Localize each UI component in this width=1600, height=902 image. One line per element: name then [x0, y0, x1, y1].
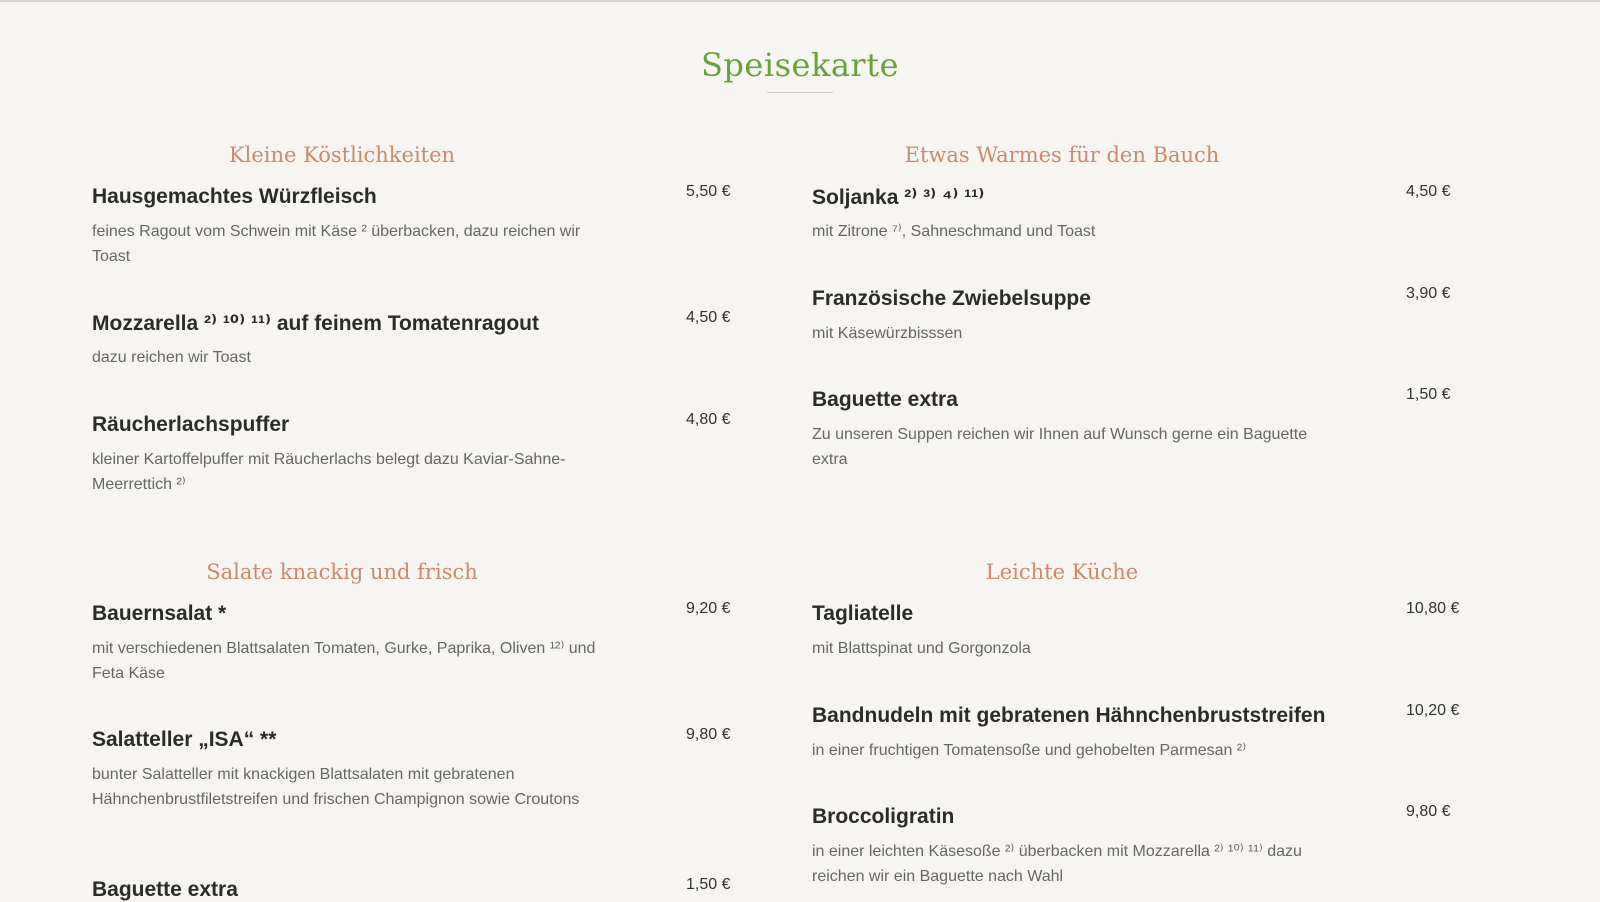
item-description: bunter Salatteller mit knackigen Blattsalaten mit gebratenen Hähnchenbrustfiletstreifen und frischen Champignon sowie Croutons — [92, 766, 580, 808]
item-description: mit verschiedenen Blattsalaten Tomaten, Gurke, Paprika, Oliven ¹²⁾ und Feta Käse — [92, 640, 596, 682]
section-title: Leichte Küche — [985, 560, 1139, 584]
item-price: 9,20 € — [686, 600, 731, 617]
item-description: in einer leichten Käsesoße ²⁾ überbacken mit Mozzarella ²⁾ ¹⁰⁾ ¹¹⁾ dazu reichen wir ein Baguette nach Wahl — [812, 843, 1302, 885]
item-name: Broccoligratin — [812, 805, 955, 828]
item-description: kleiner Kartoffelpuffer mit Räucherlachs belegt dazu Kaviar-Sahne-Meerrettich ²⁾ — [92, 451, 566, 493]
item-description: feines Ragout vom Schwein mit Käse ² überbacken, dazu reichen wir Toast — [92, 223, 581, 265]
item-name: Mozzarella ²⁾ ¹⁰⁾ ¹¹⁾ auf feinem Tomatenragout — [92, 312, 539, 335]
item-price: 9,80 € — [686, 726, 731, 743]
section-title: Kleine Köstlichkeiten — [228, 143, 456, 167]
item-price: 10,80 € — [1406, 600, 1460, 617]
item-name: Französische Zwiebelsuppe — [812, 287, 1091, 310]
item-name: Baguette extra — [92, 878, 238, 901]
item-name: Baguette extra — [812, 388, 958, 411]
item-name: Bauernsalat * — [92, 602, 227, 625]
page-title: Speisekarte — [701, 46, 899, 84]
item-name: Räucherlachspuffer — [92, 413, 290, 436]
item-price: 9,80 € — [1406, 803, 1451, 820]
item-name: Soljanka ²⁾ ³⁾ ⁴⁾ ¹¹⁾ — [812, 186, 985, 209]
item-name: Hausgemachtes Würzfleisch — [92, 185, 377, 208]
item-price: 4,80 € — [686, 411, 731, 428]
item-price: 1,50 € — [1406, 386, 1451, 403]
section-title: Etwas Warmes für den Bauch — [904, 143, 1220, 167]
item-name: Salatteller „ISA“ ** — [92, 728, 277, 751]
item-price: 10,20 € — [1406, 702, 1460, 719]
item-description: mit Käsewürzbisssen — [812, 325, 963, 342]
item-name: Tagliatelle — [812, 602, 914, 625]
item-price: 3,90 € — [1406, 285, 1451, 302]
item-description: Zu unseren Suppen reichen wir Ihnen auf Wunsch gerne ein Baguette extra — [812, 426, 1308, 468]
top-divider — [0, 0, 1600, 2]
item-price: 5,50 € — [686, 183, 731, 200]
item-price: 4,50 € — [1406, 183, 1451, 200]
item-description: in einer fruchtigen Tomatensoße und gehobelten Parmesan ²⁾ — [812, 742, 1247, 759]
item-price: 1,50 € — [686, 876, 731, 893]
item-description: dazu reichen wir Toast — [92, 349, 251, 366]
section-title: Salate knackig und frisch — [206, 560, 478, 584]
title-underline — [767, 92, 833, 93]
item-price: 4,50 € — [686, 309, 731, 326]
item-name: Bandnudeln mit gebratenen Hähnchenbruststreifen — [812, 704, 1326, 727]
item-description: mit Blattspinat und Gorgonzola — [812, 640, 1031, 657]
item-description: mit Zitrone ⁷⁾, Sahneschmand und Toast — [812, 223, 1096, 240]
